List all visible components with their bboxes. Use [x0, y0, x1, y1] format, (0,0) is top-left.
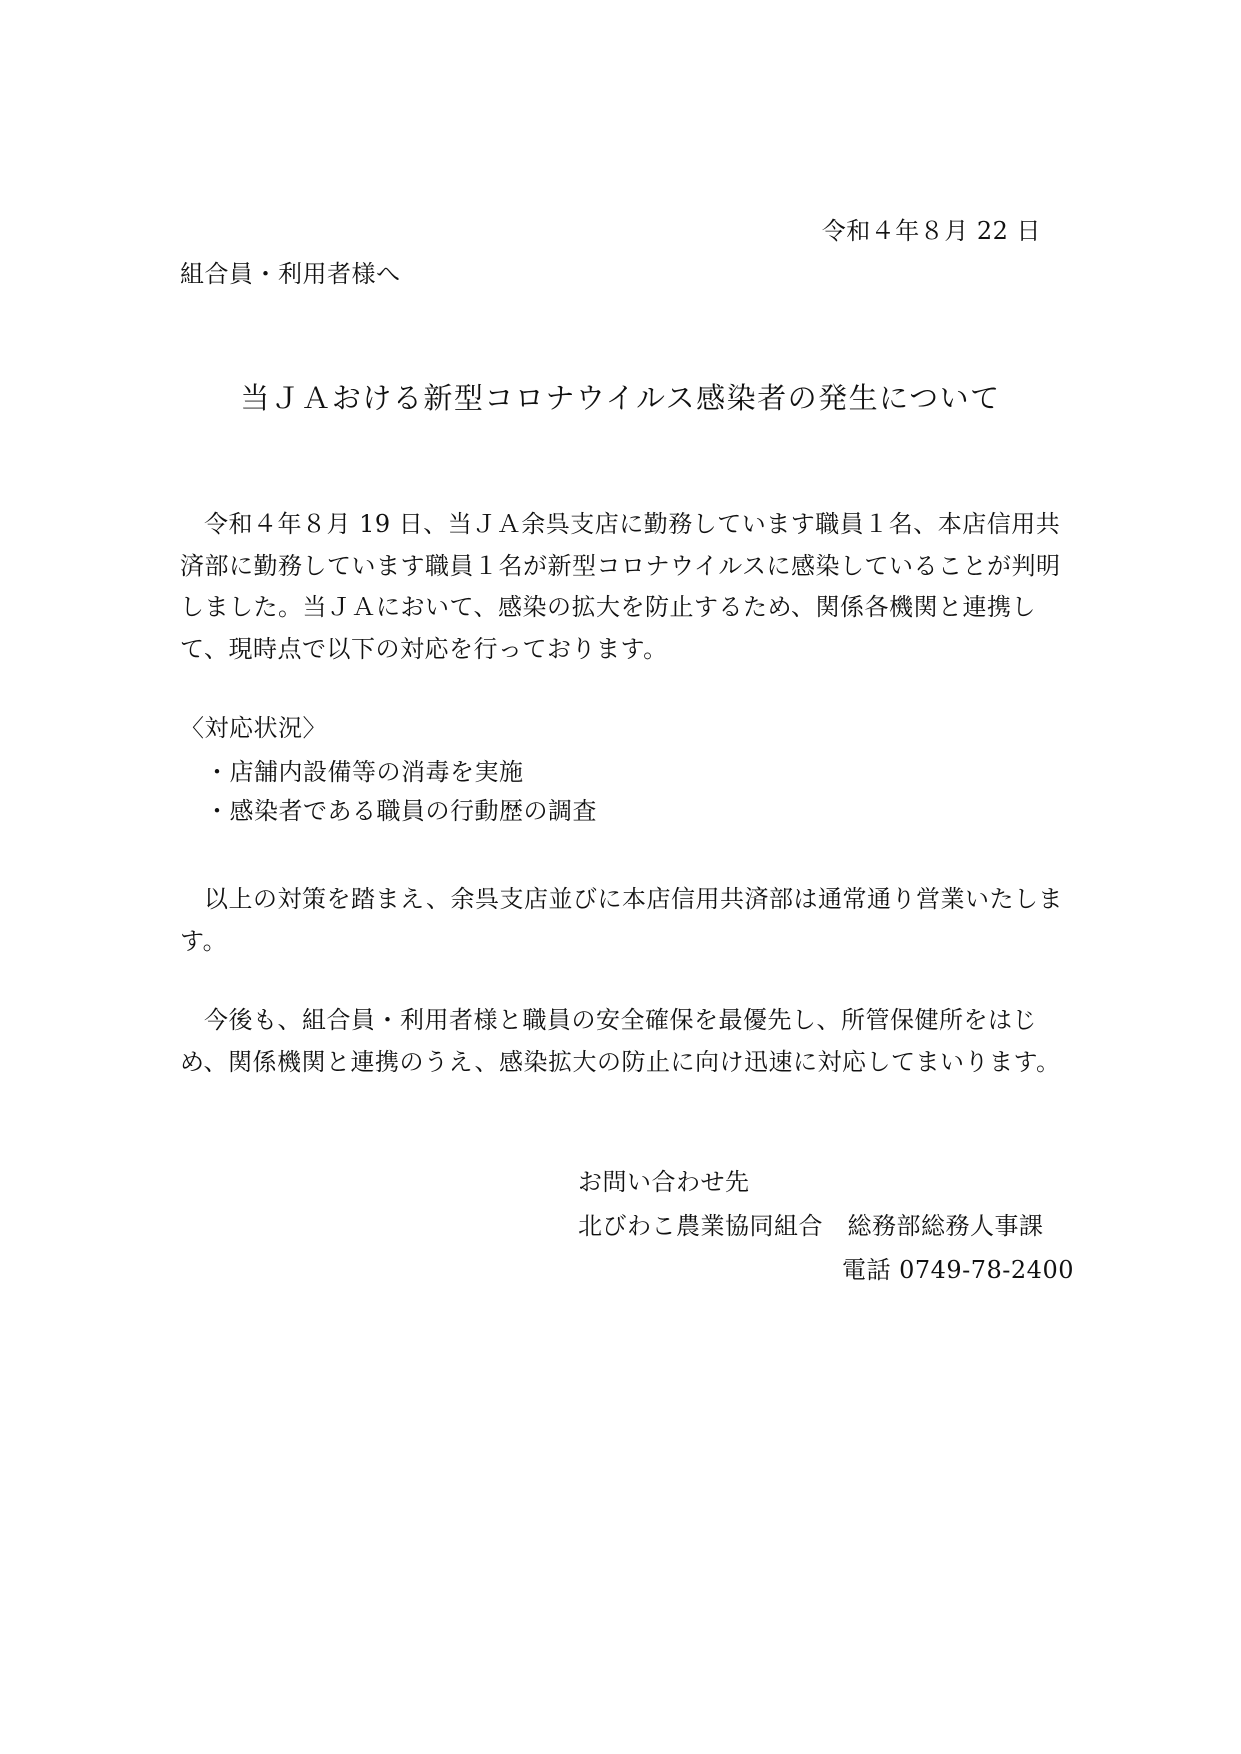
body-paragraph-commitment: 今後も、組合員・利用者様と職員の安全確保を最優先し、所管保健所をはじめ、関係機関と連携のうえ、感染拡大の防止に向け迅速に対応してまいります。 — [180, 1006, 1061, 1076]
body-paragraph-incident: 令和４年８月 19 日、当ＪＡ余呉支店に勤務しています職員１名、本店信用共済部に勤務しています職員１名が新型コロナウイルスに感染していることが判明しました。当ＪＡにおいて、感染の拡大を防止するため、関係各機関と連携して、現時点で以下の対応を行っております。 — [180, 510, 1061, 663]
document-title: 当ＪＡおける新型コロナウイルス感染者の発生について — [240, 381, 1001, 415]
response-item: ・感染者である職員の行動歴の調査 — [205, 797, 597, 825]
recipient-line: 組合員・利用者様へ — [180, 260, 401, 288]
document-date: 令和４年８月 22 日 — [821, 217, 1041, 245]
contact-label: お問い合わせ先 — [578, 1168, 750, 1196]
response-item: ・店舗内設備等の消毒を実施 — [205, 758, 524, 786]
response-heading: 〈対応状況〉 — [180, 714, 327, 742]
body-paragraph-operations: 以上の対策を踏まえ、余呉支店並びに本店信用共済部は通常通り営業いたします。 — [180, 885, 1063, 955]
contact-phone: 電話 0749-78-2400 — [841, 1256, 1074, 1284]
contact-block — [578, 1160, 1074, 1292]
contact-organization: 北びわこ農業協同組合 総務部総務人事課 — [578, 1212, 1044, 1240]
